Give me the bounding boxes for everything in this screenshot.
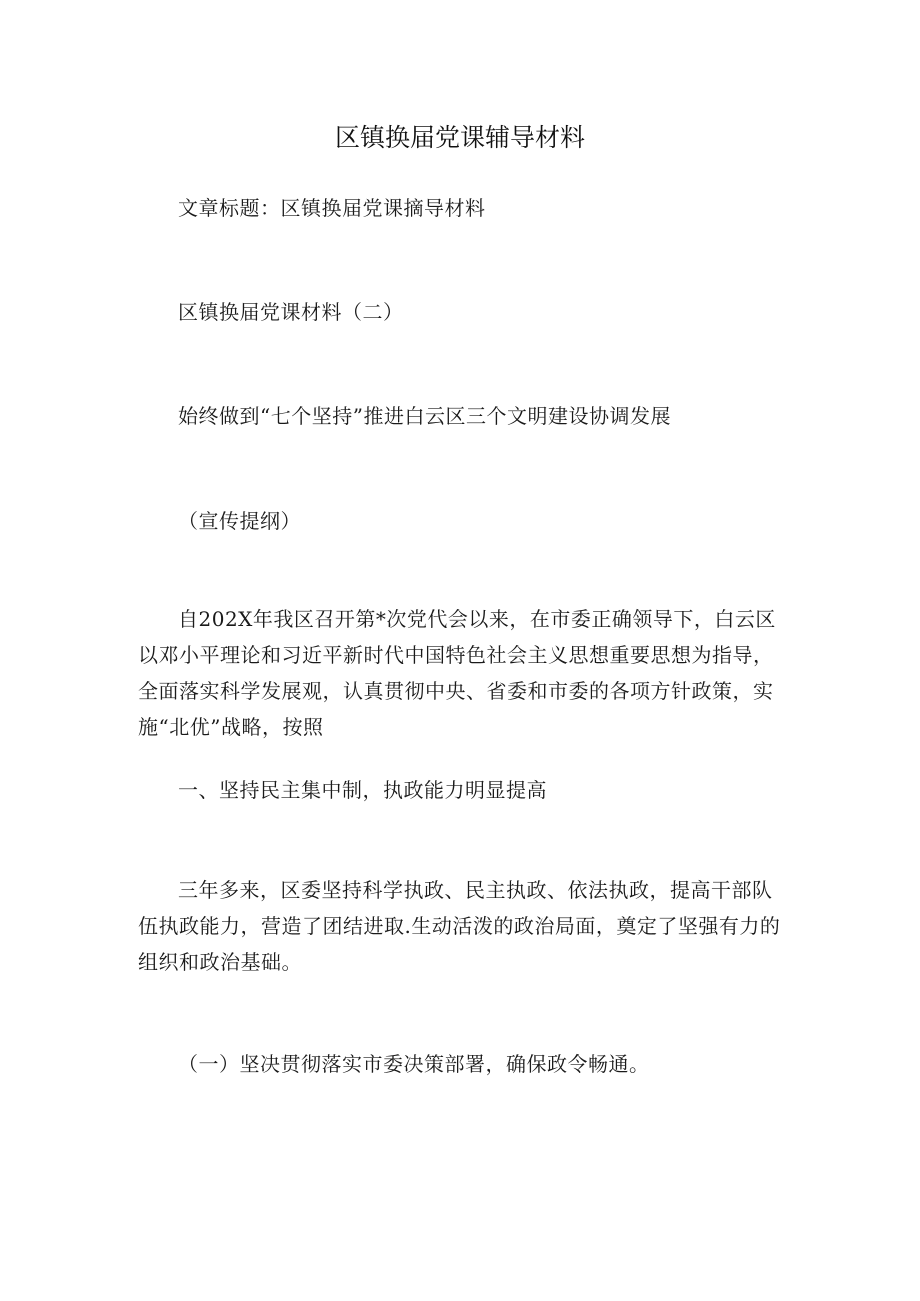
material-subtitle: 区镇换届党课材料（二） bbox=[178, 300, 404, 324]
document-title: 区镇换届党课辅导材料 bbox=[334, 123, 585, 152]
article-title-line: 文章标题：区镇换届党课摘导材料 bbox=[178, 196, 486, 220]
section-heading: 始终做到“七个坚持”推进白云区三个文明建设协调发展 bbox=[178, 404, 671, 428]
subpoint-one-heading: （一）坚决贯彻落实市委决策部署，确保政令畅通。 bbox=[178, 1052, 650, 1076]
point-one-body: 三年多来，区委坚持科学执政、民主执政、依法执政，提高干部队伍执政能力，营造了团结进取.生动活泼的政治局面，奠定了坚强有力的组织和政治基础。 bbox=[138, 878, 781, 974]
intro-paragraph: 自202X年我区召开第*次党代会以来，在市委正确领导下，白云区以邓小平理论和习近平新时代中国特色社会主义思想重要思想为指导，全面落实科学发展观，认真贯彻中央、省委和市委的各项方针政策，实施“北优”战略，按照 bbox=[138, 607, 776, 739]
outline-label: （宣传提纲） bbox=[178, 509, 301, 533]
point-one-heading: 一、坚持民主集中制，执政能力明显提高 bbox=[178, 778, 547, 802]
